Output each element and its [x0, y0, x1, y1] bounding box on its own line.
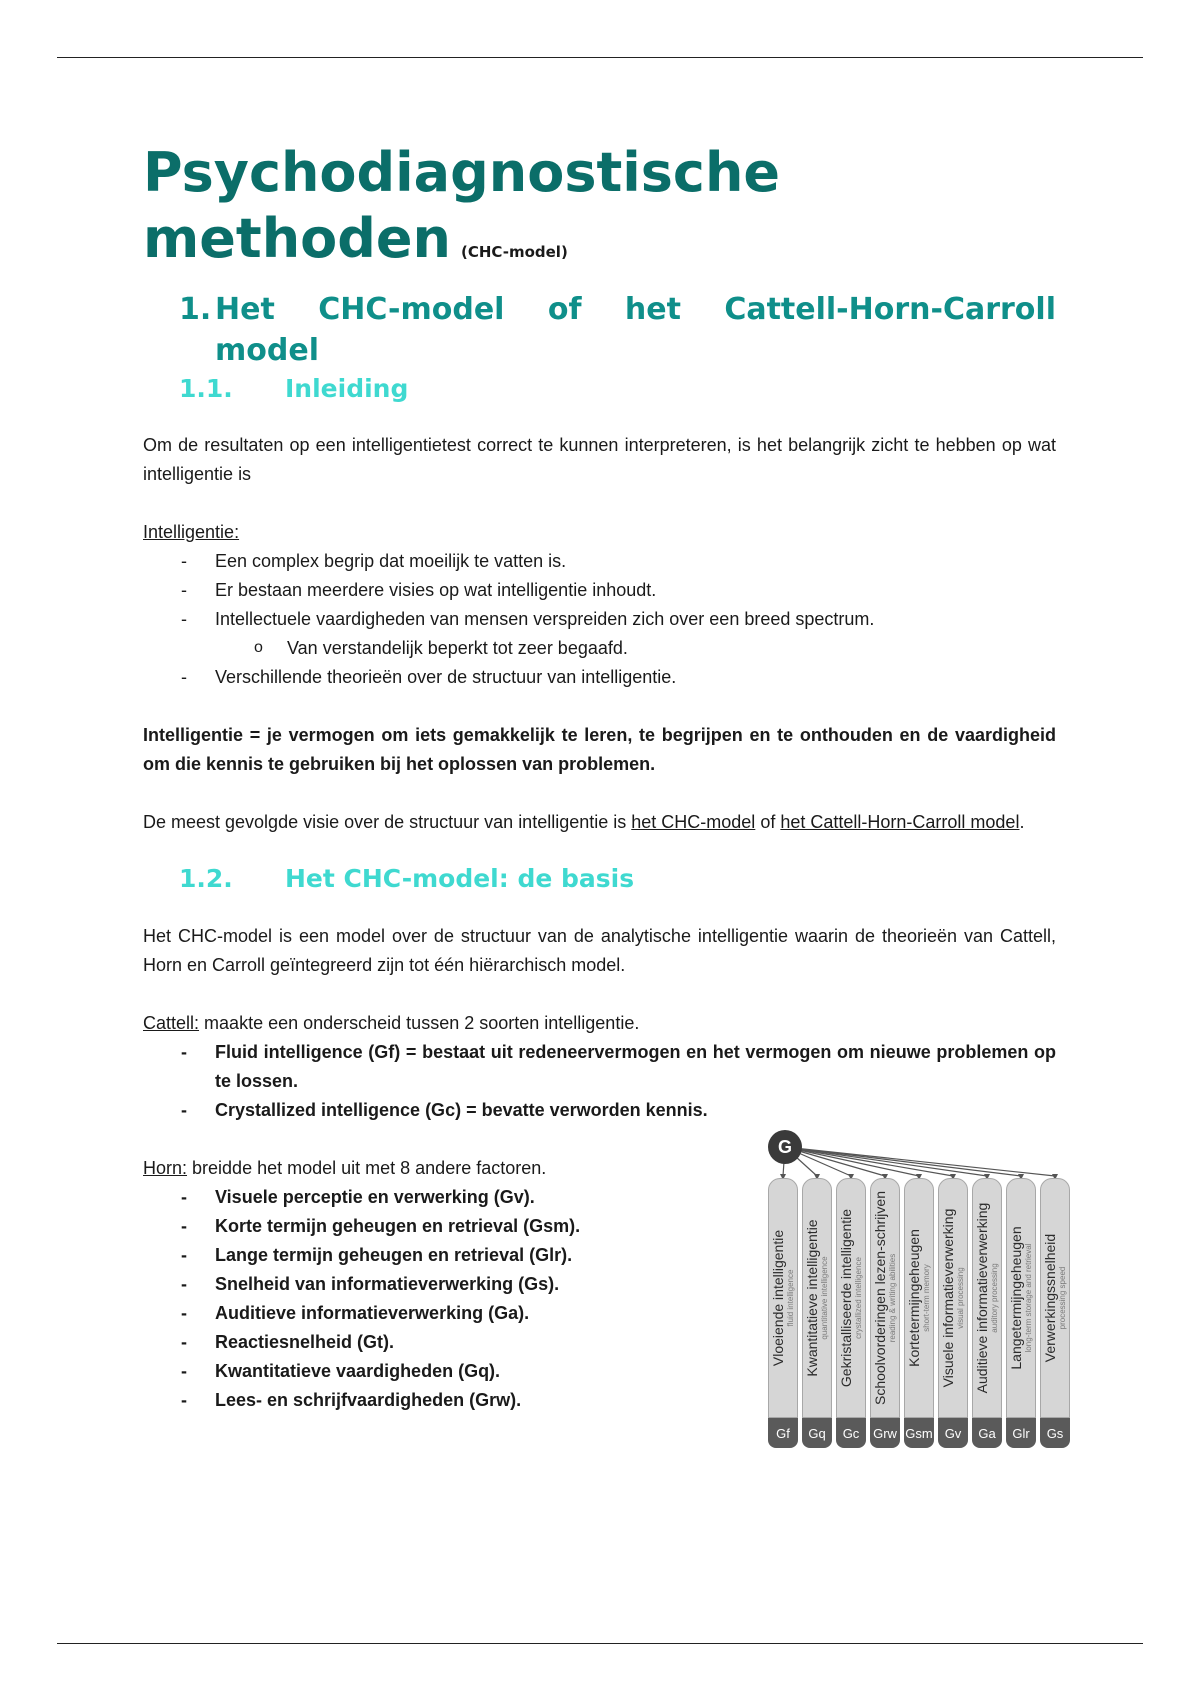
factor-code: Gsm	[904, 1418, 934, 1448]
intro-paragraph: Om de resultaten op een intelligentietest correct te kunnen interpreteren, is het belangrijk zicht te hebben op wat intelligentie is	[143, 435, 1056, 484]
factor-code: Gc	[836, 1418, 866, 1448]
factor-label: Schoolvorderingen lezen-schrijven	[872, 1191, 888, 1406]
chapter-number: 1.	[179, 292, 212, 327]
factor-label: Verwerkingssnelheid	[1042, 1233, 1058, 1363]
factor-sublabel: visual processing	[956, 1267, 965, 1329]
title-suffix: (CHC-model)	[460, 243, 568, 261]
factor-code: Ga	[972, 1418, 1002, 1448]
section-heading-1-2	[179, 863, 1056, 895]
chc-model-figure	[760, 1124, 1076, 1444]
factor-sublabel: crystallized intelligence	[854, 1257, 863, 1339]
list-item: - Verschillende theorieën over de structuur van intelligentie.	[143, 663, 1056, 692]
factor-label: Auditieve informatieverwerking	[974, 1202, 990, 1394]
factor-code: Gs	[1040, 1418, 1070, 1448]
cattell-paragraph: Cattell: maakte een onderscheid tussen 2 soorten intelligentie.	[143, 1013, 640, 1033]
list-item: - Visuele perceptie en verwerking (Gv).	[143, 1183, 1056, 1212]
factor-column	[802, 1178, 832, 1448]
factor-label: Kortetermijngeheugen	[906, 1229, 922, 1367]
factor-sublabel: auditory processing	[990, 1263, 999, 1333]
factor-sublabel: reading & writing abilities	[888, 1253, 897, 1343]
factor-sublabel: long-term storage and retrieval	[1024, 1243, 1033, 1353]
factor-label: Vloeiende intelligentie	[770, 1229, 786, 1367]
factor-sublabel: quantitative intelligence	[820, 1256, 829, 1340]
factor-sublabel: fluid intelligence	[786, 1269, 795, 1327]
sub-list	[143, 634, 1056, 663]
factor-column	[870, 1178, 900, 1448]
factor-code: Gf	[768, 1418, 798, 1448]
factor-code: Glr	[1006, 1418, 1036, 1448]
list-item: - Er bestaan meerdere visies op wat intelligentie inhoudt.	[143, 576, 1056, 605]
horn-paragraph: Horn: breidde het model uit met 8 andere factoren.	[143, 1158, 547, 1178]
connector-line	[785, 1147, 1055, 1176]
list-item: - Kwantitatieve vaardigheden (Gq).	[143, 1357, 1056, 1386]
chapter-title-line-2: model	[215, 333, 319, 368]
list-item: - Reactiesnelheid (Gt).	[143, 1328, 1056, 1357]
list-item: - Intellectuele vaardigheden van mensen verspreiden zich over een breed spectrum.	[143, 605, 1056, 634]
title-line-2: methoden	[143, 207, 451, 270]
footer-rule	[57, 1643, 1143, 1644]
document-title	[143, 140, 1056, 285]
factor-column	[768, 1178, 798, 1448]
list-item: - Korte termijn geheugen en retrieval (Gsm).	[143, 1212, 1056, 1241]
factor-column	[1006, 1178, 1036, 1448]
list-item: - Een complex begrip dat moeilijk te vatten is.	[143, 547, 1056, 576]
horn-label: Horn:	[143, 1158, 188, 1178]
factor-label: Kwantitatieve intelligentie	[804, 1219, 820, 1377]
list-item: - Crystallized intelligence (Gc) = bevatte verworden kennis.	[143, 1096, 813, 1125]
factor-code: Grw	[870, 1418, 900, 1448]
factor-code: Gv	[938, 1418, 968, 1448]
title-line-1: Psychodiagnostische	[143, 141, 781, 204]
factor-label: Visuele informatieverwerking	[940, 1208, 956, 1388]
vision-paragraph: De meest gevolgde visie over de structuur van intelligentie is het CHC-model of het Cattell-Horn-Carroll model.	[143, 812, 1025, 832]
list-item: - Fluid intelligence (Gf) = bestaat uit redeneervermogen en het vermogen om nieuwe problemen op te lossen.	[143, 1038, 1056, 1096]
chapter-title-line-1: Het CHC-model of het Cattell-Horn-Carroll	[215, 292, 1056, 327]
list-item: - Lees- en schrijfvaardigheden (Grw).	[143, 1386, 1056, 1415]
factor-column	[1040, 1178, 1070, 1448]
factor-column	[972, 1178, 1002, 1448]
factor-label: Langetermijngeheugen	[1008, 1226, 1024, 1370]
intelligence-list	[143, 547, 1056, 634]
list-item: - Snelheid van informatieverwerking (Gs).	[143, 1270, 1056, 1299]
cattell-list	[143, 1038, 1056, 1125]
chc-intro-paragraph: Het CHC-model is een model over de structuur van de analytische intelligentie waarin de theorieën van Cattell, Horn en Carroll geïntegreerd zijn tot één hiërarchisch model.	[143, 926, 1056, 975]
section-title: Inleiding	[285, 374, 409, 403]
list-label: Intelligentie:	[143, 522, 240, 542]
list-item: - Lange termijn geheugen en retrieval (Glr).	[143, 1241, 1056, 1270]
connector-line	[785, 1147, 987, 1176]
header-rule	[57, 57, 1143, 58]
sub-list-item: o Van verstandelijk beperkt tot zeer begaafd.	[143, 634, 1056, 663]
factor-label: Gekristalliseerde intelligentie	[838, 1208, 854, 1388]
section-number: 1.2.	[179, 864, 233, 893]
cattell-label: Cattell:	[143, 1013, 200, 1033]
list-item: - Auditieve informatieverwerking (Ga).	[143, 1299, 1056, 1328]
section-number: 1.1.	[179, 374, 233, 403]
section-heading-1-1	[179, 373, 1056, 405]
definition-paragraph: Intelligentie = je vermogen om iets gemakkelijk te leren, te begrijpen en te onthouden en de vaardigheid om die kennis te gebruiken bij het oplossen van problemen.	[143, 725, 1056, 774]
factor-sublabel: processing speed	[1058, 1266, 1067, 1330]
factor-column	[938, 1178, 968, 1448]
factor-column	[836, 1178, 866, 1448]
factor-sublabel: short-term memory	[922, 1264, 931, 1332]
factor-code: Gq	[802, 1418, 832, 1448]
g-factor-node: G	[768, 1130, 802, 1164]
chapter-heading	[179, 289, 1056, 371]
section-title: Het CHC-model: de basis	[285, 864, 635, 893]
cattell-horn-carroll-reference: het Cattell-Horn-Carroll model	[780, 812, 1020, 832]
factor-column	[904, 1178, 934, 1448]
chc-model-reference: het CHC-model	[631, 812, 756, 832]
